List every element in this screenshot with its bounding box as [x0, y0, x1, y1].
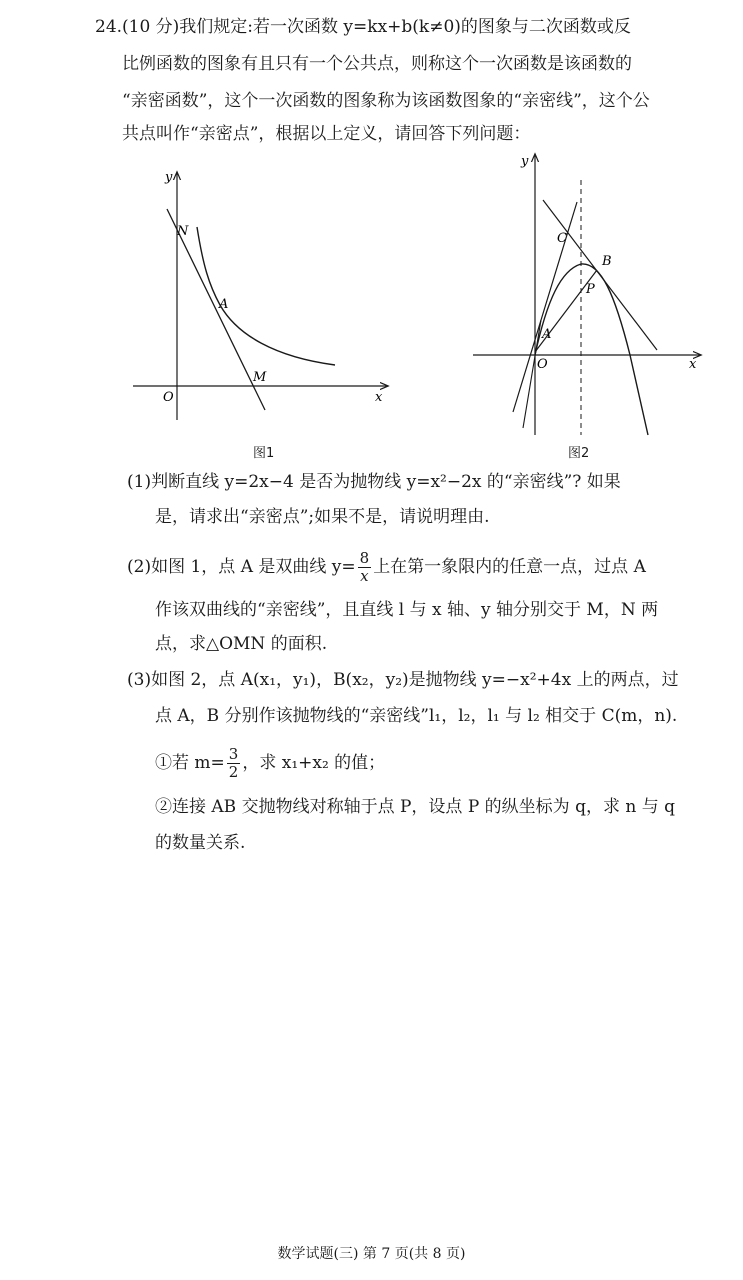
problem-number: 24.	[95, 17, 123, 37]
label-A: A	[219, 297, 229, 312]
page-footer: 数学试题(三) 第 7 页(共 8 页)	[277, 1246, 466, 1262]
question-2-line-1: (2)如图 1，点 A 是双曲线 y= $\frac{8}{x}$ 上在第一象限内的任意一点，过点 A	[127, 549, 646, 585]
figure-2-graph	[465, 150, 710, 442]
label-N: N	[177, 224, 189, 239]
label-y: y	[165, 170, 173, 185]
figure-1	[125, 165, 395, 435]
figure-2	[465, 150, 710, 442]
label-x: x	[689, 357, 697, 372]
label-P: P	[586, 282, 595, 297]
label-O: O	[163, 390, 174, 405]
exam-page: 24. (10 分)我们规定:若一次函数 y=kx+b(k≠0)的图象与二次函数或反 比例函数的图象有且只有一个公共点，则称这个一次函数是该函数的 “亲密函数”，这个一次函数的图象称为该函数图象的“亲密线”，这个公 共点叫作“亲密点”，根据以上定义，请回答下列问题： y x O N A M 图1 y x O A B C P 图2 (1)判断直线 y=2x−4 是否为抛物线 y=x²−2x 的“亲密线”? 如果 是，请求出“亲密点”;如果不是，请说明理由. (2)如图 1，点 A 是双曲线 y= $\frac{8}{x}$ 上在第一象限内的任意一点，过点 A 作该双曲线的“亲密线”，且直线 l 与 x 轴、y 轴分别交于 M，N 两 点，求△OMN 的面积. (3)如图 2，点 A(x₁，y₁)，B(x₂，y₂)是抛物线 y=−x²+4x 上的两点，过 点 A，B 分别作该抛物线的“亲密线”l₁，l₂，l₁ 与 l₂ 相交于 C(m，n). ①若 m= $\frac{3}{2}$ ，求 x₁+x₂ 的值； ②连接 AB 交抛物线对称轴于点 P，设点 P 的纵坐标为 q，求 n 与 q 的数量关系. 数学试题(三) 第 7 页(共 8 页)	[0, 0, 743, 1280]
label-O: O	[537, 357, 548, 372]
label-B: B	[602, 254, 612, 269]
figure-1-caption: 图1	[253, 446, 275, 461]
tangent-line-l	[167, 209, 265, 410]
question-3-sub-1: ①若 m= $\frac{3}{2}$ ，求 x₁+x₂ 的值；	[155, 745, 386, 781]
line-l1	[513, 202, 577, 412]
label-C: C	[557, 231, 567, 246]
hyperbola-curve	[197, 227, 335, 365]
fraction-8-over-x: $\frac{8}{x}$	[359, 549, 370, 585]
figure-1-graph	[125, 165, 395, 435]
label-A: A	[542, 327, 552, 342]
label-x: x	[375, 390, 383, 405]
fraction-3-over-2: $\frac{3}{2}$	[228, 745, 239, 781]
line-l2	[543, 200, 657, 350]
line-through-origin	[523, 320, 541, 428]
figure-2-caption: 图2	[568, 446, 590, 461]
label-y: y	[521, 154, 529, 169]
label-M: M	[253, 370, 267, 385]
